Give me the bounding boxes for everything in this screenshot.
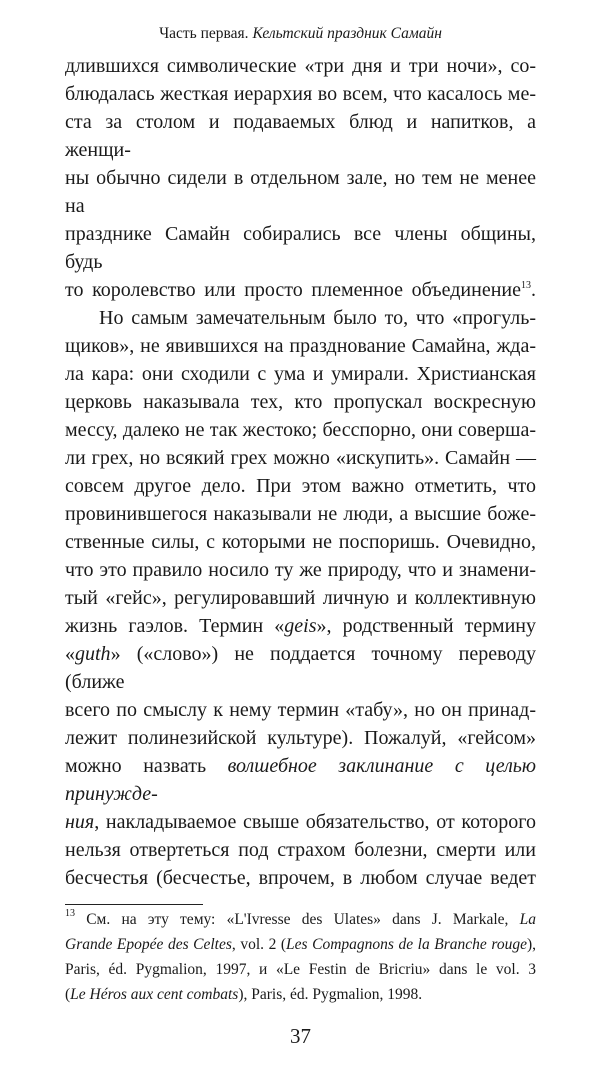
text-line bbox=[65, 584, 536, 612]
text-line bbox=[65, 836, 536, 864]
text-segment: guth bbox=[75, 643, 111, 665]
text-line bbox=[65, 612, 536, 640]
text-segment: блюдалась жесткая иерархия во всем, что касалось ме- bbox=[65, 83, 536, 105]
text-segment: всего по смыслу к нему термин «табу», но он принад- bbox=[65, 699, 536, 721]
header-part: Часть первая. bbox=[159, 25, 253, 42]
text-line bbox=[65, 864, 536, 892]
header-chapter-title: Кельтский праздник Самайн bbox=[252, 25, 442, 42]
text-line bbox=[65, 500, 536, 528]
text-line bbox=[65, 472, 536, 500]
text-line bbox=[65, 640, 536, 696]
text-segment: , vol. 2 ( bbox=[231, 936, 287, 953]
text-segment: что это правило носило ту же природу, что и знамени- bbox=[65, 559, 536, 581]
text-line bbox=[65, 52, 536, 80]
text-segment: волшебное заклинание с целью принужде- bbox=[65, 755, 537, 805]
text-segment: Les Compagnons de la Branche rouge bbox=[286, 936, 527, 953]
text-line bbox=[65, 528, 536, 556]
text-segment: можно назвать bbox=[65, 755, 228, 777]
text-segment: . bbox=[531, 279, 536, 301]
text-segment: совсем другое дело. При этом важно отметить, что bbox=[65, 475, 536, 497]
text-segment: См. на эту тему: «L'Ivresse des Ulates» dans J. Markale, bbox=[75, 911, 520, 928]
text-segment: ственные силы, с которыми не поспоришь. Очевидно, bbox=[65, 531, 536, 553]
text-segment: мессу, далеко не так жестоко; бесспорно, они соверша- bbox=[65, 419, 536, 441]
text-segment: ли грех, но всякий грех можно «искупить». Самайн — bbox=[65, 447, 536, 469]
footnote-line bbox=[65, 982, 536, 1007]
text-line bbox=[65, 724, 536, 752]
footnotes bbox=[65, 907, 536, 1007]
running-header bbox=[65, 24, 536, 44]
text-segment: ла кара: они сходили с ума и умирали. Христианская bbox=[65, 363, 536, 385]
text-line bbox=[65, 360, 536, 388]
footnote-line bbox=[65, 957, 536, 982]
text-segment: ), Paris, éd. Pygmalion, 1998. bbox=[238, 986, 423, 1003]
text-line bbox=[65, 416, 536, 444]
text-segment: geis bbox=[284, 615, 317, 637]
text-segment: Grande Epopée des Celtes bbox=[65, 936, 232, 953]
text-segment: лежит полинезийской культуре). Пожалуй, «гейсом» bbox=[65, 727, 536, 749]
text-segment: празднике Самайн собирались все члены общины, будь bbox=[65, 223, 536, 273]
text-segment: Paris, éd. Pygmalion, 1997, и «Le Festin de Bricriu» dans le vol. 3 bbox=[65, 961, 536, 978]
text-segment: La bbox=[519, 911, 536, 928]
text-segment: жизнь гаэлов. Термин « bbox=[65, 615, 285, 637]
text-line bbox=[65, 80, 536, 108]
text-segment: Но самым замечательным было то, что «прогуль- bbox=[99, 307, 536, 329]
text-segment: церковь наказывала тех, кто пропускал воскресную bbox=[65, 391, 536, 413]
text-line bbox=[65, 108, 536, 164]
text-segment: », родственный термину bbox=[316, 615, 536, 637]
text-segment: бесчестья (бесчестье, впрочем, в любом случае ведет bbox=[65, 867, 536, 889]
text-segment: то королевство или просто племенное объединение bbox=[65, 279, 521, 301]
text-segment: тый «гейс», регулировавший личную и коллективную bbox=[65, 587, 536, 609]
text-segment: ния bbox=[65, 811, 95, 833]
text-line bbox=[65, 332, 536, 360]
text-line bbox=[65, 696, 536, 724]
page-number: 37 bbox=[290, 1024, 311, 1048]
text-segment: » («слово») не поддается точному переводу (ближе bbox=[65, 643, 536, 693]
footnote-rule bbox=[65, 904, 203, 905]
text-line bbox=[65, 164, 536, 220]
text-segment: ста за столом и подаваемых блюд и напитков, а женщи- bbox=[65, 111, 536, 161]
text-segment: длившихся символические «три дня и три ночи», со- bbox=[65, 55, 536, 77]
footnote-line bbox=[65, 907, 536, 932]
text-line bbox=[65, 556, 536, 584]
footnote-ref: 13 bbox=[521, 280, 531, 291]
text-segment: « bbox=[65, 643, 75, 665]
text-segment: ( bbox=[65, 986, 71, 1003]
text-line bbox=[65, 220, 536, 276]
text-segment: Le Héros aux cent combats bbox=[70, 986, 239, 1003]
text-segment: щиков», не явившихся на празднование Самайна, жда- bbox=[65, 335, 536, 357]
text-line bbox=[65, 276, 536, 304]
text-segment: , накладываемое свыше обязательство, от которого bbox=[94, 811, 536, 833]
text-line bbox=[65, 808, 536, 836]
text-line bbox=[65, 752, 536, 808]
text-segment: нельзя отвертеться под страхом болезни, смерти или bbox=[65, 839, 536, 861]
body-text bbox=[65, 52, 536, 892]
text-segment: ны обычно сидели в отдельном зале, но тем не менее на bbox=[65, 167, 536, 217]
text-segment: ), bbox=[526, 936, 536, 953]
text-line bbox=[65, 304, 536, 332]
footnote-ref: 13 bbox=[65, 908, 75, 919]
text-line bbox=[65, 388, 536, 416]
text-segment: провинившегося наказывали не люди, а высшие боже- bbox=[65, 503, 536, 525]
text-line bbox=[65, 444, 536, 472]
footnote-line bbox=[65, 932, 536, 957]
